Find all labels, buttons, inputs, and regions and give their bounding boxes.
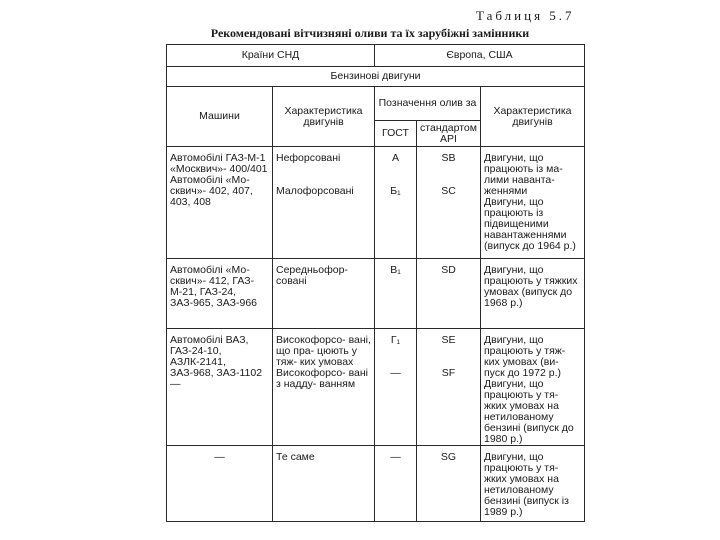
cell-machines: Автомобілі ГАЗ-М-1 «Москвич»- 400/401 Автомобілі «Мо- сквич»- 402, 407, 403, 408 bbox=[167, 147, 273, 259]
cell-description: Двигуни, що працюють у тя- жких умовах на нетилованому бензині (випуск із 1989 р.) bbox=[481, 446, 585, 522]
table-row bbox=[167, 446, 585, 522]
table-number: Таблиця 5.7 bbox=[476, 8, 575, 23]
cell-gost: В₁ bbox=[375, 259, 417, 329]
cell-machines: — bbox=[167, 446, 273, 522]
table-row bbox=[167, 329, 585, 446]
cell-description: Двигуни, що працюють у тяжких умовах (випуск до 1968 р.) bbox=[481, 259, 585, 329]
oils-table bbox=[166, 44, 585, 522]
cell-api: SE SF bbox=[417, 329, 481, 446]
cell-description: Двигуни, що працюють у тяж- ких умовах (ви- пуск до 1972 р.) Двигуни, що працюють у тя- жких умовах на нетилованому бензині (випуск до 1980 р.) bbox=[481, 329, 585, 446]
table-row bbox=[167, 259, 585, 329]
header-section: Бензинові двигуни bbox=[167, 67, 585, 87]
table-row bbox=[167, 147, 585, 259]
header-engine-char-2: Характеристика двигунів bbox=[481, 87, 585, 147]
header-gost: ГОСТ bbox=[375, 121, 417, 147]
cell-characteristic: Нефорсовані Малофорсовані bbox=[273, 147, 375, 259]
cell-machines: Автомобілі «Мо- сквич»- 412, ГАЗ-М-21, ГАЗ-24, ЗАЗ-965, ЗАЗ-966 bbox=[167, 259, 273, 329]
table-title: Рекомендовані вітчизняні оливи та їх зарубіжні замінники bbox=[210, 26, 530, 40]
cell-machines: Автомобілі ВАЗ, ГАЗ-24-10, АЗЛК-2141, ЗАЗ-968, ЗАЗ-1102 — bbox=[167, 329, 273, 446]
header-machines: Машини bbox=[167, 87, 273, 147]
cell-api: SB SC bbox=[417, 147, 481, 259]
header-europe-usa: Європа, США bbox=[375, 45, 585, 67]
header-cis-countries: Країни СНД bbox=[167, 45, 375, 67]
cell-gost: — bbox=[375, 446, 417, 522]
cell-characteristic: Високофорсо- вані, що пра- цюють у тяж- ких умовах Високофорсо- вані з надду- ванням bbox=[273, 329, 375, 446]
cell-characteristic: Те саме bbox=[273, 446, 375, 522]
cell-api: SG bbox=[417, 446, 481, 522]
cell-gost: А Б₁ bbox=[375, 147, 417, 259]
cell-characteristic: Середньофор- совані bbox=[273, 259, 375, 329]
header-api: стандартом API bbox=[417, 121, 481, 147]
cell-api: SD bbox=[417, 259, 481, 329]
header-engine-char: Характеристика двигунів bbox=[273, 87, 375, 147]
cell-gost: Г₁ — bbox=[375, 329, 417, 446]
cell-description: Двигуни, що працюють із ма- лими наванта- женнями Двигуни, що працюють із підвищеними навантаженнями (випуск до 1964 р.) bbox=[481, 147, 585, 259]
header-oil-designation: Позначення олив за bbox=[375, 87, 481, 121]
